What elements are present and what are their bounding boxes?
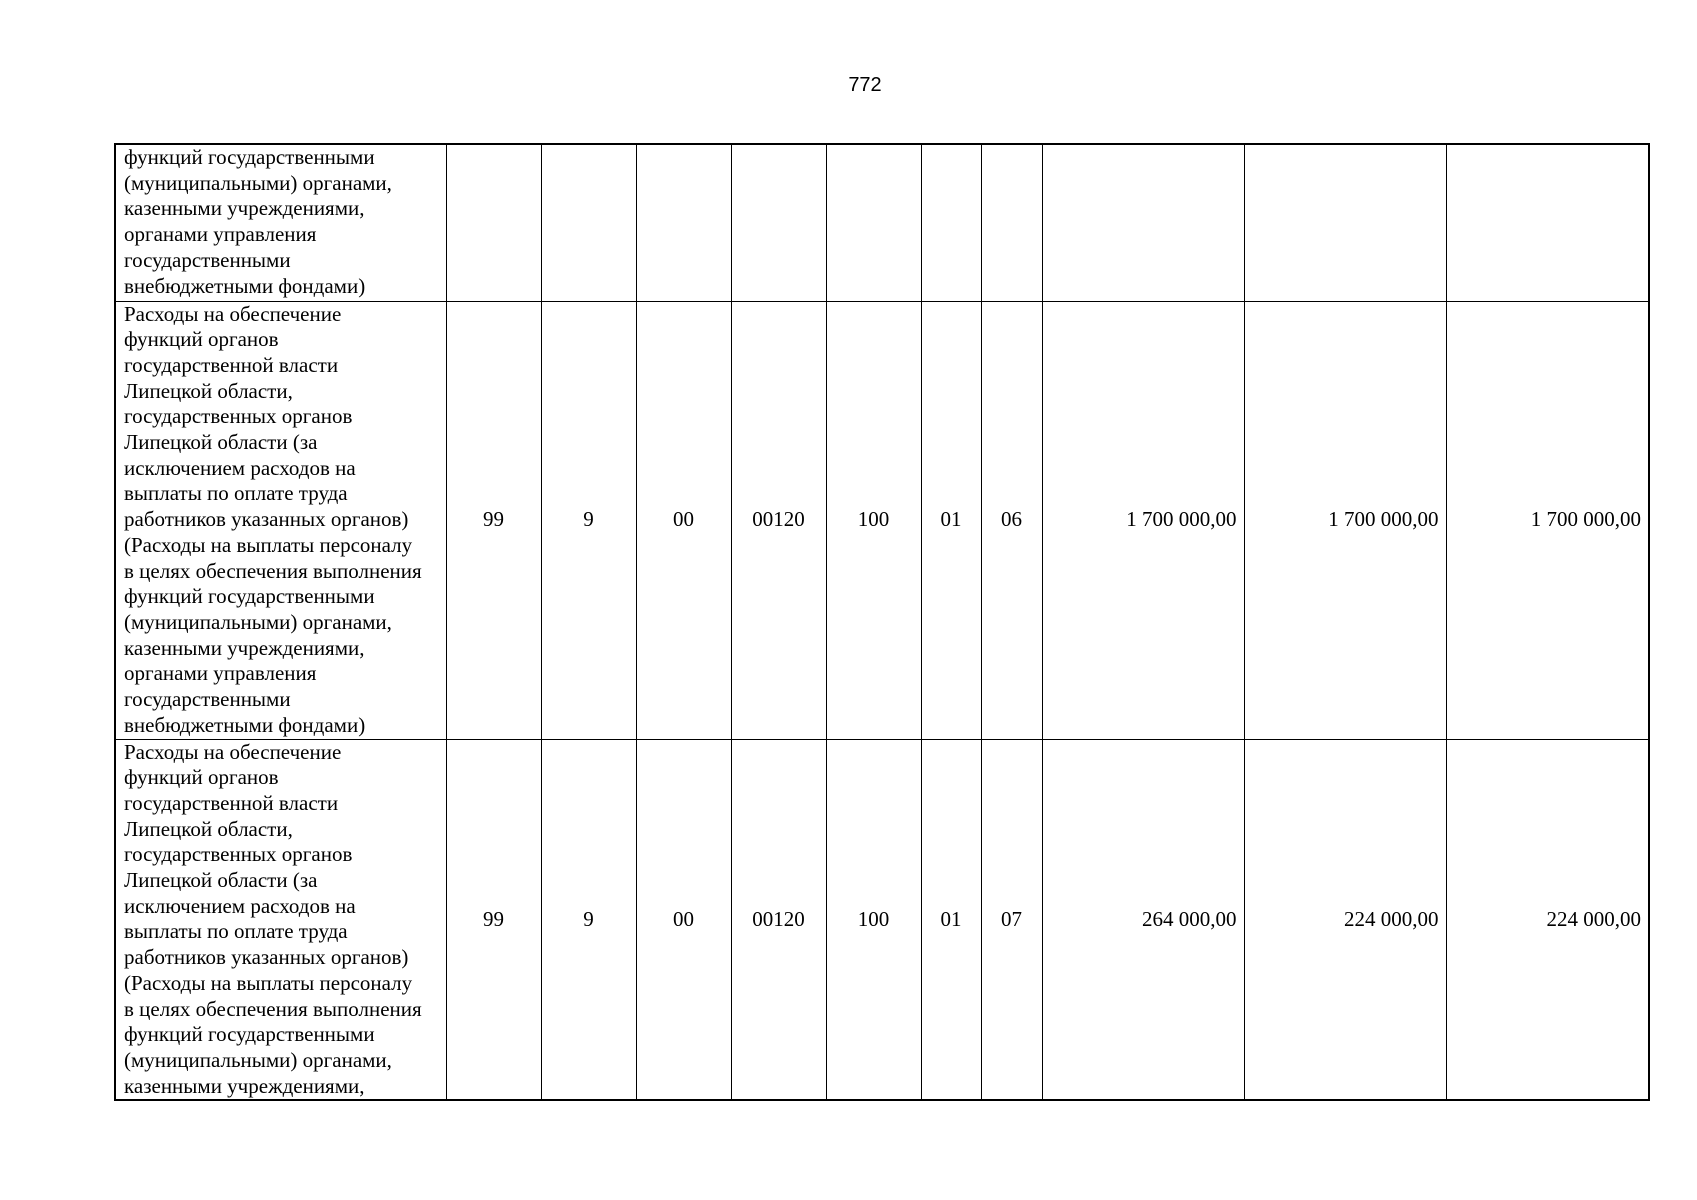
amount-year-3: 224 000,00 [1446,739,1649,1100]
main-activity-code: 00 [636,301,731,739]
direction-code: 00120 [731,301,826,739]
program-code: 99 [446,301,541,739]
amount-year-3 [1446,144,1649,301]
section-code: 01 [921,301,981,739]
table-row [115,144,1649,301]
expense-type-code: 100 [826,301,921,739]
section-code: 01 [921,739,981,1100]
amount-year-1: 264 000,00 [1042,739,1244,1100]
expense-type-code: 100 [826,739,921,1100]
direction-code [731,144,826,301]
amount-year-2: 1 700 000,00 [1244,301,1446,739]
table-row [115,301,1649,739]
program-code: 99 [446,739,541,1100]
budget-table [114,143,1650,1101]
amount-year-2 [1244,144,1446,301]
amount-year-2: 224 000,00 [1244,739,1446,1100]
subprogram-code: 9 [541,301,636,739]
expense-type-code [826,144,921,301]
section-code [921,144,981,301]
row-description: функций государственными (муниципальными) органами, казенными учреждениями, органами управления государственными внебюджетными фондами) [115,144,446,301]
row-description: Расходы на обеспечение функций органов государственной власти Липецкой области, государственных органов Липецкой области (за исключением расходов на выплаты по оплате труда работников указанных органов) (Расходы на выплаты персоналу в целях обеспечения выполнения функций государственными (муниципальными) органами, казенными учреждениями, [115,739,446,1100]
subsection-code: 07 [981,739,1042,1100]
table-row [115,739,1649,1100]
amount-year-1: 1 700 000,00 [1042,301,1244,739]
subsection-code [981,144,1042,301]
main-activity-code: 00 [636,739,731,1100]
subprogram-code [541,144,636,301]
row-description: Расходы на обеспечение функций органов государственной власти Липецкой области, государственных органов Липецкой области (за исключением расходов на выплаты по оплате труда работников указанных органов) (Расходы на выплаты персоналу в целях обеспечения выполнения функций государственными (муниципальными) органами, казенными учреждениями, органами управления государственными внебюджетными фондами) [115,301,446,739]
amount-year-3: 1 700 000,00 [1446,301,1649,739]
subprogram-code: 9 [541,739,636,1100]
direction-code: 00120 [731,739,826,1100]
subsection-code: 06 [981,301,1042,739]
main-activity-code [636,144,731,301]
page-number: 772 [848,74,882,96]
program-code [446,144,541,301]
amount-year-1 [1042,144,1244,301]
